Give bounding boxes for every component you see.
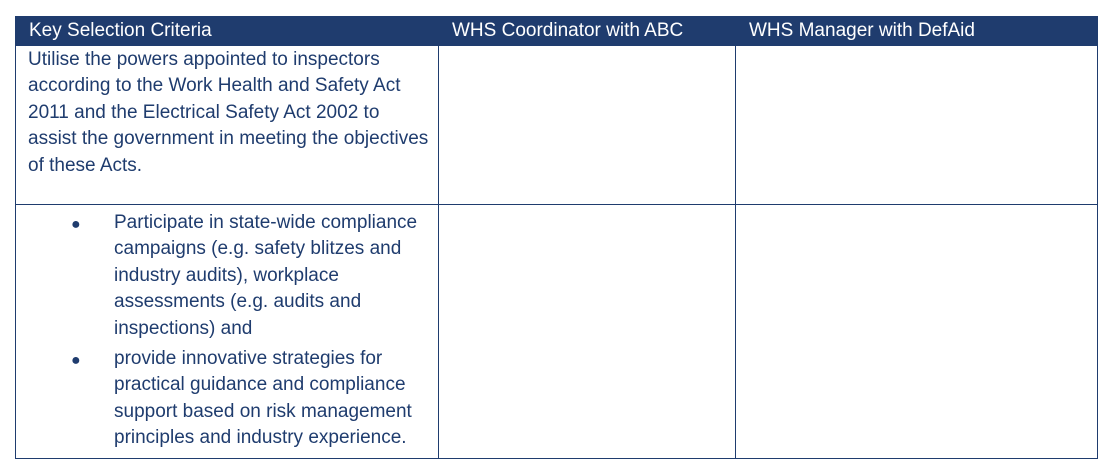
table-row — [16, 46, 1098, 205]
bullet-icon: ● — [71, 216, 81, 233]
criteria-table — [15, 16, 1098, 459]
header-whs-manager: WHS Manager with DefAid — [736, 16, 1098, 46]
coordinator-response-cell[interactable] — [439, 205, 736, 459]
header-whs-coordinator: WHS Coordinator with ABC — [439, 16, 736, 46]
table-row — [16, 205, 1098, 459]
criterion-bullet-list — [28, 210, 430, 452]
manager-response-cell[interactable] — [736, 205, 1098, 459]
header-key-selection-criteria: Key Selection Criteria — [16, 16, 439, 46]
criterion-cell[interactable] — [16, 46, 439, 205]
manager-response-cell[interactable] — [736, 46, 1098, 205]
coordinator-response-cell[interactable] — [439, 46, 736, 205]
bullet-icon: ● — [71, 352, 81, 370]
criterion-cell[interactable] — [16, 205, 439, 459]
table-header-row — [16, 16, 1098, 46]
bullet-item — [28, 210, 430, 342]
bullet-text: provide innovative strategies for practical guidance and compliance support based on risk management principles and industry experience. — [114, 348, 412, 449]
bullet-text: Participate in state-wide compliance campaigns (e.g. safety blitzes and industry audits), workplace assessments (e.g. audits and inspections) and — [114, 212, 418, 339]
criterion-text: Utilise the powers appointed to inspectors according to the Work Health and Safety Act 2011 and the Electrical Safety Act 2002 to assist the government in meeting the objectives of these Acts. — [28, 49, 429, 176]
bullet-item — [28, 346, 430, 452]
